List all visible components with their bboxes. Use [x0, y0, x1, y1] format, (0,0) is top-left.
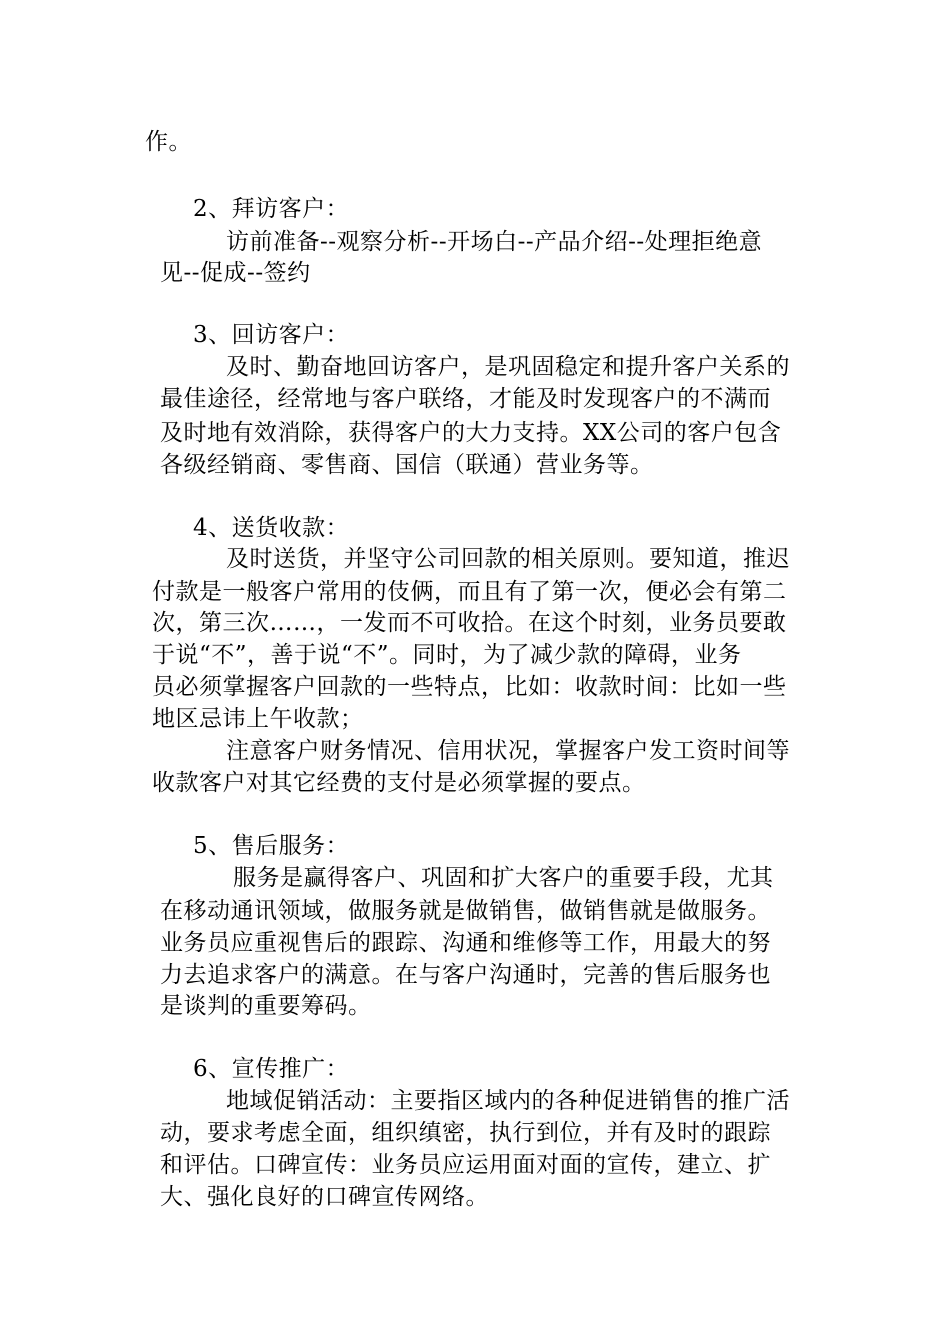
text-line: 次，第三次……，一发而不可收拾。在这个时刻，业务员要敢 [152, 610, 787, 636]
text-line: 于说“不”，善于说“不”。同时，为了减少款的障碍，业务 [152, 642, 742, 668]
text-line: 及时地有效消除，获得客户的大力支持。XX公司的客户包含 [160, 420, 782, 446]
text-line: 和评估。口碑宣传：业务员应运用面对面的宣传，建立、扩 [160, 1152, 771, 1178]
section-heading: 5、售后服务： [193, 833, 350, 859]
text-line: 付款是一般客户常用的伎俩，而且有了第一次，便必会有第二 [152, 579, 787, 605]
section-heading: 6、宣传推广： [193, 1056, 350, 1082]
text-line: 服务是赢得客户、巩固和扩大客户的重要手段，尤其 [233, 865, 774, 891]
text-line: 是谈判的重要筹码。 [160, 993, 372, 1019]
text-line: 员必须掌握客户回款的一些特点，比如：收款时间：比如一些 [152, 674, 787, 700]
text-line: 在移动通讯领域，做服务就是做销售，做销售就是做服务。 [160, 898, 771, 924]
text-line: 各级经销商、零售商、国信（联通）营业务等。 [160, 452, 654, 478]
text-line: 及时、勤奋地回访客户，是巩固稳定和提升客户关系的 [226, 354, 790, 380]
section-heading: 2、拜访客户： [193, 196, 350, 222]
section-heading: 3、回访客户： [193, 322, 350, 348]
text-line: 访前准备--观察分析--开场白--产品介绍--处理拒绝意 [226, 229, 763, 255]
text-line: 收款客户对其它经费的支付是必须掌握的要点。 [152, 770, 646, 796]
text-line: 地区忌讳上午收款； [152, 706, 364, 732]
text-line: 力去追求客户的满意。在与客户沟通时，完善的售后服务也 [160, 962, 771, 988]
text-line: 业务员应重视售后的跟踪、沟通和维修等工作，用最大的努 [160, 930, 771, 956]
text-line: 及时送货，并坚守公司回款的相关原则。要知道，推迟 [226, 546, 790, 572]
section-heading: 4、送货收款： [193, 515, 350, 541]
text-line: 见--促成--签约 [160, 260, 311, 286]
text-line: 作。 [145, 129, 192, 155]
text-line: 动，要求考虑全面，组织缜密，执行到位，并有及时的跟踪 [160, 1120, 771, 1146]
text-line: 地域促销活动：主要指区域内的各种促进销售的推广活 [226, 1088, 790, 1114]
text-line: 注意客户财务情况、信用状况，掌握客户发工资时间等 [226, 738, 790, 764]
text-line: 大、强化良好的口碑宣传网络。 [160, 1184, 489, 1210]
text-line: 最佳途径，经常地与客户联络，才能及时发现客户的不满而 [160, 386, 771, 412]
